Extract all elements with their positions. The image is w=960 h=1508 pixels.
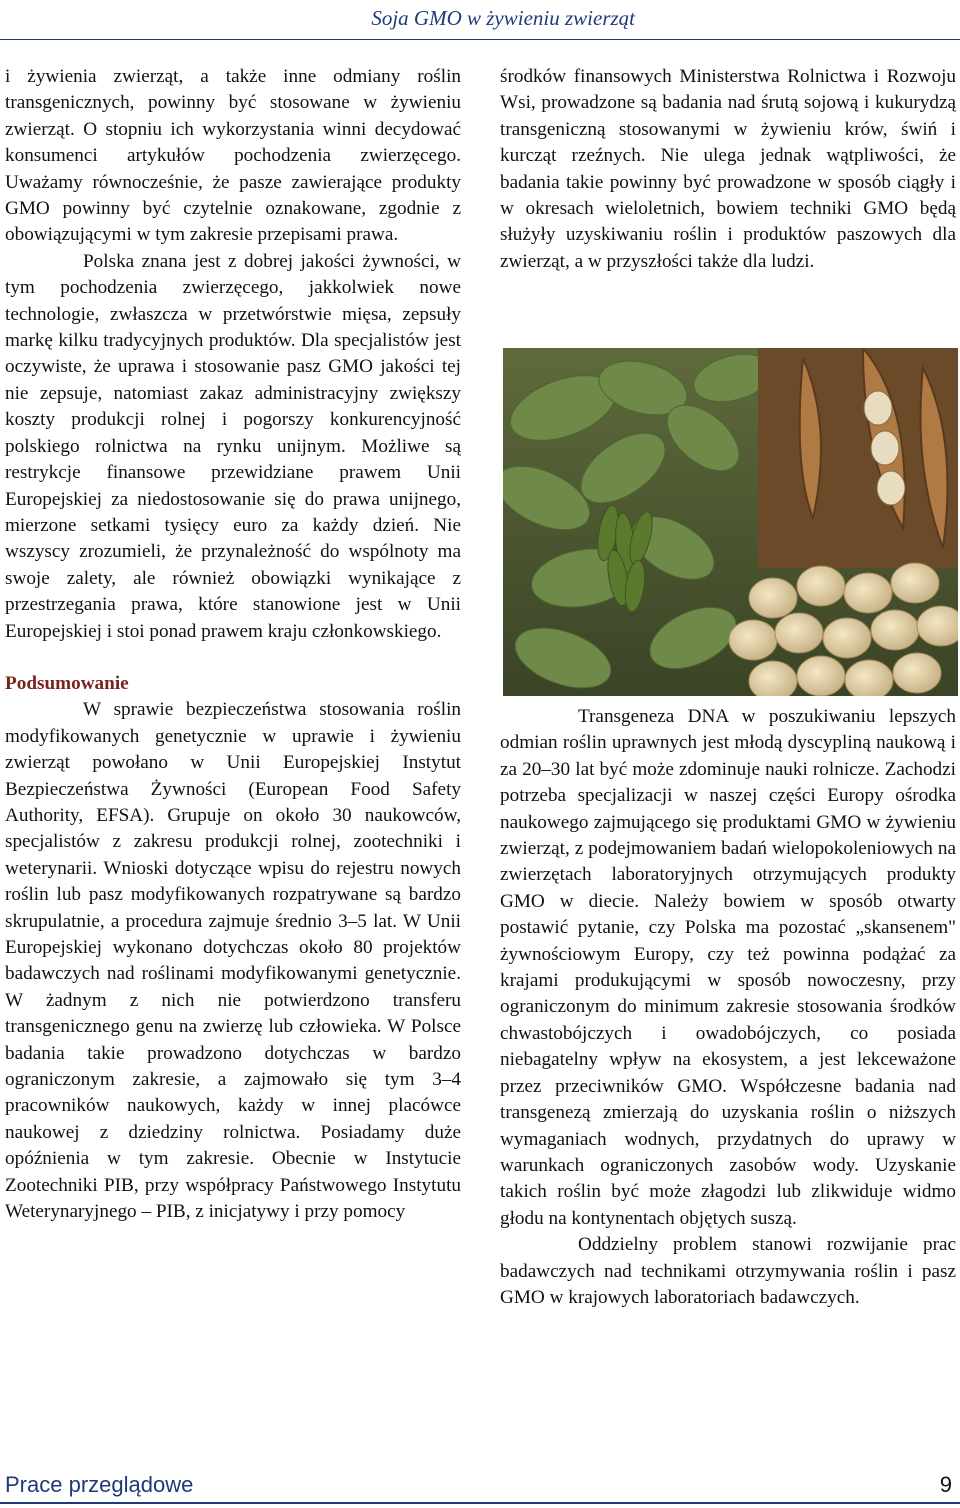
page-number: 9 [939, 1472, 952, 1497]
right-column-upper [500, 64, 956, 275]
right-paragraph-3: Oddzielny problem stanowi rozwijanie prac badawczych nad technikami otrzymywania roślin i pasz GMO w krajowych laboratoriach badawczych. [500, 1234, 956, 1308]
soybean-photo [503, 348, 958, 696]
left-column [5, 64, 461, 1225]
left-paragraph-1: i żywienia zwierząt, a także inne odmiany roślin transgenicznych, powinny być stosowane w żywieniu zwierząt. O stopniu ich wykorzystania winni decydować konsumenci artykułów pochodzenia zwierzęcego. Uważamy równocześnie, że pasze zawierające produkty GMO powinny być czytelnie oznakowane, zgodnie z obowiązującymi w tym zakresie przepisami prawa. [5, 66, 461, 246]
left-paragraph-3: W sprawie bezpieczeństwa stosowania roślin modyfikowanych genetycznie w uprawie i żywieniu zwierząt powołano w Unii Europejskiej Instytut Bezpieczeństwa Żywności (European Food Safety Authority, EFSA). Grupuje on około 30 naukowców, specjalistów z zakresu produkcji rolnej, zootechniki i weterynarii. Wnioski dotyczące wpisu do rejestru nowych roślin lub pasz modyfikowanych rozpatrywane są bardzo skrupulatnie, a procedura zajmuje średnio 3–5 lat. W Unii Europejskiej wykonano dotychczas około 80 projektów badawczych nad roślinami modyfikowanymi genetycznie. W żadnym z nich nie potwierdzono transferu transgenicznego genu na zwierzę lub człowieka. W Polsce badania takie prowadzono dotychczas w bardzo ograniczonym zakresie, a zajmowało się tym 3–4 pracowników naukowych, każdy w innej placówce naukowej z dziedziny rolnictwa. Posiadamy duże opóźnienia w tym zakresie. Obecnie w Instytucie Zootechniki PIB, przy współpracy Państwowego Instytutu Weterynaryjnego – PIB, z inicjatywy i przy pomocy [5, 699, 461, 1223]
footer-section-label: Prace przeglądowe [5, 1472, 194, 1497]
left-paragraph-2: Polska znana jest z dobrej jakości żywności, w tym pochodzenia zwierzęcego, jakkolwiek nowe technologie, zwłaszcza w przetwórstwie mięsa, zepsuły markę kilku tradycyjnych produktów. Dla specjalistów jest oczywiste, że uprawa i stosowanie pasz GMO jakości tej nie zepsuje, natomiast zakaz administracyjny zwiększy koszty produkcji rolnej i pogorszy konkurencyjność polskiego rolnictwa na rynku unijnym. Możliwe są restrykcje finansowe przewidziane prawem Unii Europejskiej za niedostosowanie się do prawa unijnego, mierzone setkami tysięcy euro za każdy dzień. Nie wszyscy zrozumieli, że przynależność do wspólnoty ma swoje zalety, ale również obowiązki wynikające z przestrzegania prawa, które stanowione jest w Unii Europejskiej i stoi ponad prawem kraju członkowskiego. [5, 250, 461, 642]
footer-rule [0, 1502, 960, 1504]
section-title-summary: Podsumowanie [5, 672, 129, 694]
right-column-lower [500, 704, 956, 1311]
running-header: Soja GMO w żywieniu zwierząt [371, 6, 635, 30]
header-rule [0, 39, 960, 40]
right-paragraph-1: środków finansowych Ministerstwa Rolnictwa i Rozwoju Wsi, prowadzone są badania nad śrutą sojową i kukurydzą transgeniczną stosowanymi w żywieniu krów, świń i kurcząt rzeźnych. Nie ulega jednak wątpliwości, że badania takie powinny być prowadzone w sposób ciągły i w okresach wieloletnich, bowiem techniki GMO będą służyły uzyskiwaniu roślin i produktów paszowych dla zwierząt, a w przyszłości także dla ludzi. [500, 66, 956, 272]
soybean-image [503, 348, 958, 696]
right-paragraph-2: Transgeneza DNA w poszukiwaniu lepszych odmian roślin uprawnych jest młodą dyscypliną naukową i za 20–30 lat być może zdominuje nauki rolnicze. Zachodzi potrzeba specjalizacji w naszej części Europy ośrodka naukowego zajmującego się produktami GMO w żywieniu zwierząt, z podejmowaniem badań wielopokoleniowych na zwierzętach laboratoryjnych otrzymujących produkty GMO w diecie. Należy bowiem w sposób otwarty postawić pytanie, czy Polska ma pozostać „skansenem" żywnościowym Europy, czy też powinna podążać za krajami produkującymi w sposób nowoczesny, przy ograniczonym do minimum zakresie stosowania środków chwastobójczych i owadobójczych, co posiada niebagatelny wpływ na ekosystem, a jest lekceważone przez przeciwników GMO. Współczesne badania nad transgenezą zmierzają do uzyskania roślin o niższych wymaganiach wodnych, przydatnych do uprawy w warunkach ograniczonych zasobów wody. Uzyskanie takich roślin być może złagodzi lub zlikwiduje widmo głodu na kontynentach objętych suszą. [500, 706, 956, 1229]
